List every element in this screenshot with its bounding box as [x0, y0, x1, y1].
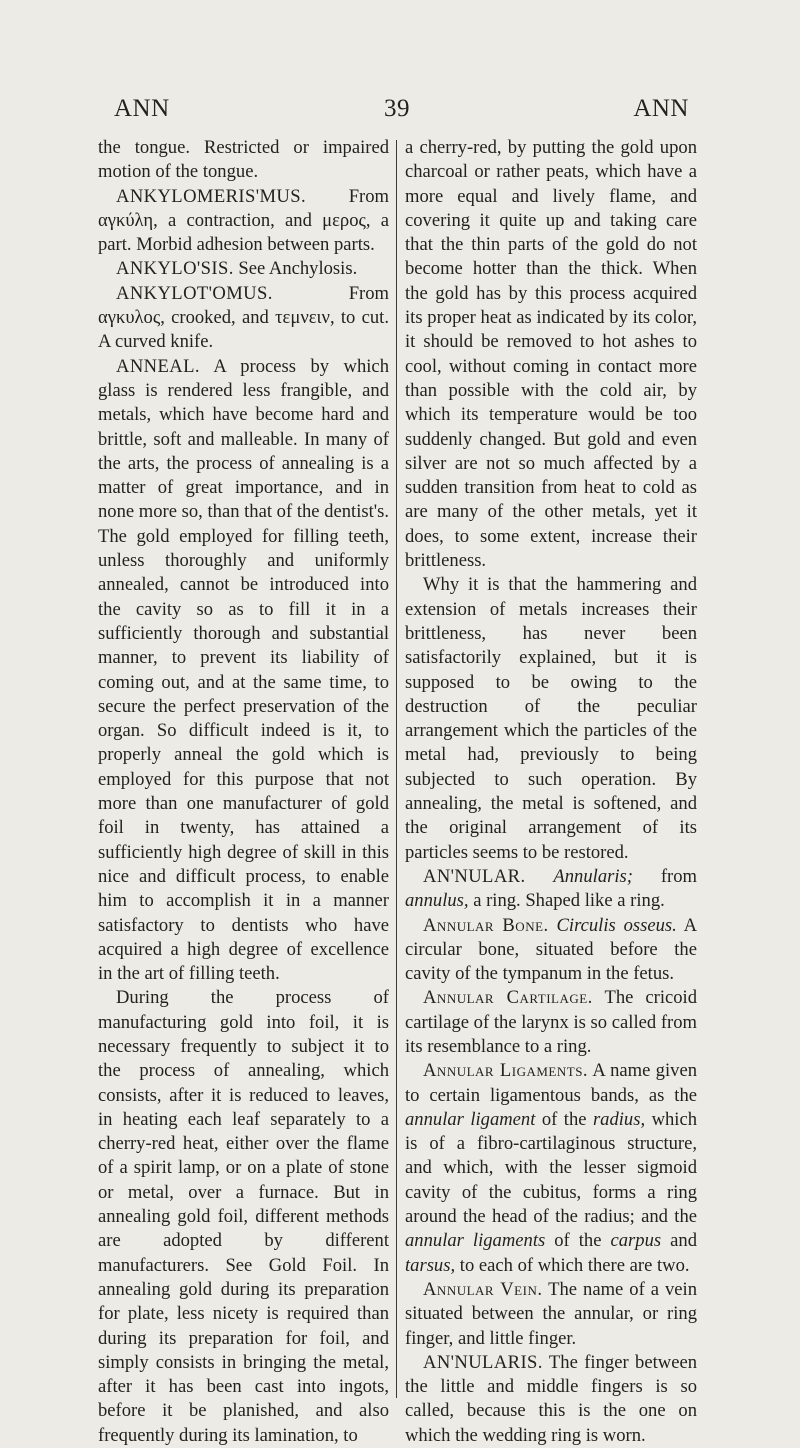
entry-continuation: a cherry-red, by putting the gold upon charcoal or rather peats, which have a more equal and lively flame, and covering it quite up and taking care that the thin parts of the gold do not become hotter than the thick. When the gold has by this process acquired its proper heat as indicated by its color, it should be removed to hot ashes to cool, without coming in contact more than possible with the cold air, by which its temperature would be too suddenly changed. But gold and even silver are not so much affected by a sudden transition from heat to cold as are many of the other metals, yet it does, to some extent, increase their brittleness.: [405, 137, 697, 572]
headword: AN'NULAR.: [423, 865, 526, 887]
entry-anneal-paragraph: Why it is that the hammering and extension of metals increases their brittleness, has never been satisfactorily explained, but it is supposed to be owing to the destruction of the peculiar arrangement which the particles of the metal had, previously to being subjected to such operation. By annealing, the metal is softened, and the original arrangement of its particles seems to be restored.: [405, 574, 697, 863]
headword: ANKYLO'SIS.: [116, 258, 234, 280]
latin-term: Annularis;: [553, 865, 633, 887]
right-column: [405, 136, 697, 1448]
entry-annularis: AN'NULARIS. The finger between the little and middle fingers is so called, because this is the one on which the wedding ring is worn.: [405, 1351, 697, 1446]
header-left-guideword: ANN: [114, 95, 170, 122]
latin-term: Circulis osseus.: [556, 914, 677, 936]
entry-text: From αγκύλη, a contraction, and μερος, a part. Morbid adhesion between parts.: [98, 185, 389, 256]
latin-term: annulus,: [405, 890, 469, 912]
headword: ANKYLOT'OMUS.: [116, 282, 273, 304]
entry-text: A process by which glass is rendered less frangible, and metals, which have become hard and brittle, soft and malleable. In many of the arts, the process of annealing is a matter of great importance, and in none more so, than that of the dentist's. The gold employed for filling teeth, unless thoroughly and uniformly annealed, cannot be introduced into the cavity so as to fill it in a sufficiently thorough and substantial manner, to prevent its liability of coming out, and at the same time, to secure the perfect preservation of the organ. So difficult indeed is it, to properly anneal the gold which is employed for this purpose that not more than one manufacturer of gold foil in twenty, has attained a sufficiently high degree of skill in this nice and difficult process, to enable him to accomplish it in a manner satisfactory to dentists who have acquired a high degree of excellence in the art of filling teeth.: [98, 355, 389, 985]
entry-annular-cartilage: Annular Cartilage. The cricoid cartilage of the larynx is so called from its resemblance to a ring.: [405, 987, 698, 1057]
left-column: [98, 136, 389, 1448]
entry-ankylotomus: [98, 282, 389, 355]
subheadword: Annular Vein.: [423, 1278, 543, 1300]
entry-ankylosis: [98, 257, 389, 281]
subheadword: Annular Bone.: [423, 914, 549, 936]
entry-anneal: [98, 355, 389, 987]
entry-annular: AN'NULAR. Annularis; from annulus, a ring. Shaped like a ring.: [405, 865, 697, 912]
entry-annular-bone: Annular Bone. Circulis osseus. A circular bone, situated before the cavity of the tympanum in the fetus.: [405, 914, 697, 985]
headword: AN'NULARIS.: [423, 1351, 543, 1373]
entry-text: See Anchylosis.: [233, 258, 358, 280]
column-divider: [396, 140, 397, 1398]
page-number: 39: [384, 95, 410, 122]
subheadword: Annular Cartilage.: [423, 987, 593, 1009]
headword: ANNEAL.: [116, 355, 200, 377]
entry-text: From αγκυλος, crooked, and τεμνειν, to cut. A curved knife.: [98, 282, 389, 353]
header-right-guideword: ANN: [633, 95, 689, 122]
entry-ankylomerismus: [98, 185, 389, 258]
entry-anneal-paragraph: During the process of manufacturing gold into foil, it is necessary frequently to subject it to the process of annealing, which consists, after it is reduced to leaves, in heating each leaf separately to a cherry-red heat, either over the flame of a spirit lamp, or on a plate of stone or metal, over a furnace. But in annealing gold foil, different methods are adopted by different manufacturers. See Gold Foil. In annealing gold during its preparation for plate, less nicety is required than during its preparation for foil, and simply consists in bringing the metal, after it has been cast into ingots, before it be planished, and also frequently during its lamination, to: [98, 987, 389, 1446]
entry-annular-ligaments: Annular Ligaments. A name given to certain ligamentous bands, as the annular ligament of the radius, which is of a fibro-cartilaginous structure, and which, with the lesser sigmoid cavity of the cubitus, forms a ring around the head of the radius; and the annular ligaments of the carpus and tarsus, to each of which there are two.: [405, 1060, 698, 1276]
headword: ANKYLOMERIS'MUS.: [116, 185, 307, 207]
entry-annular-vein: Annular Vein. The name of a vein situated between the annular, or ring finger, and little finger.: [405, 1278, 697, 1349]
entry-continuation: the tongue. Restricted or impaired motion of the tongue.: [98, 137, 389, 183]
running-header: [114, 95, 689, 125]
subheadword: Annular Ligaments.: [423, 1060, 589, 1082]
